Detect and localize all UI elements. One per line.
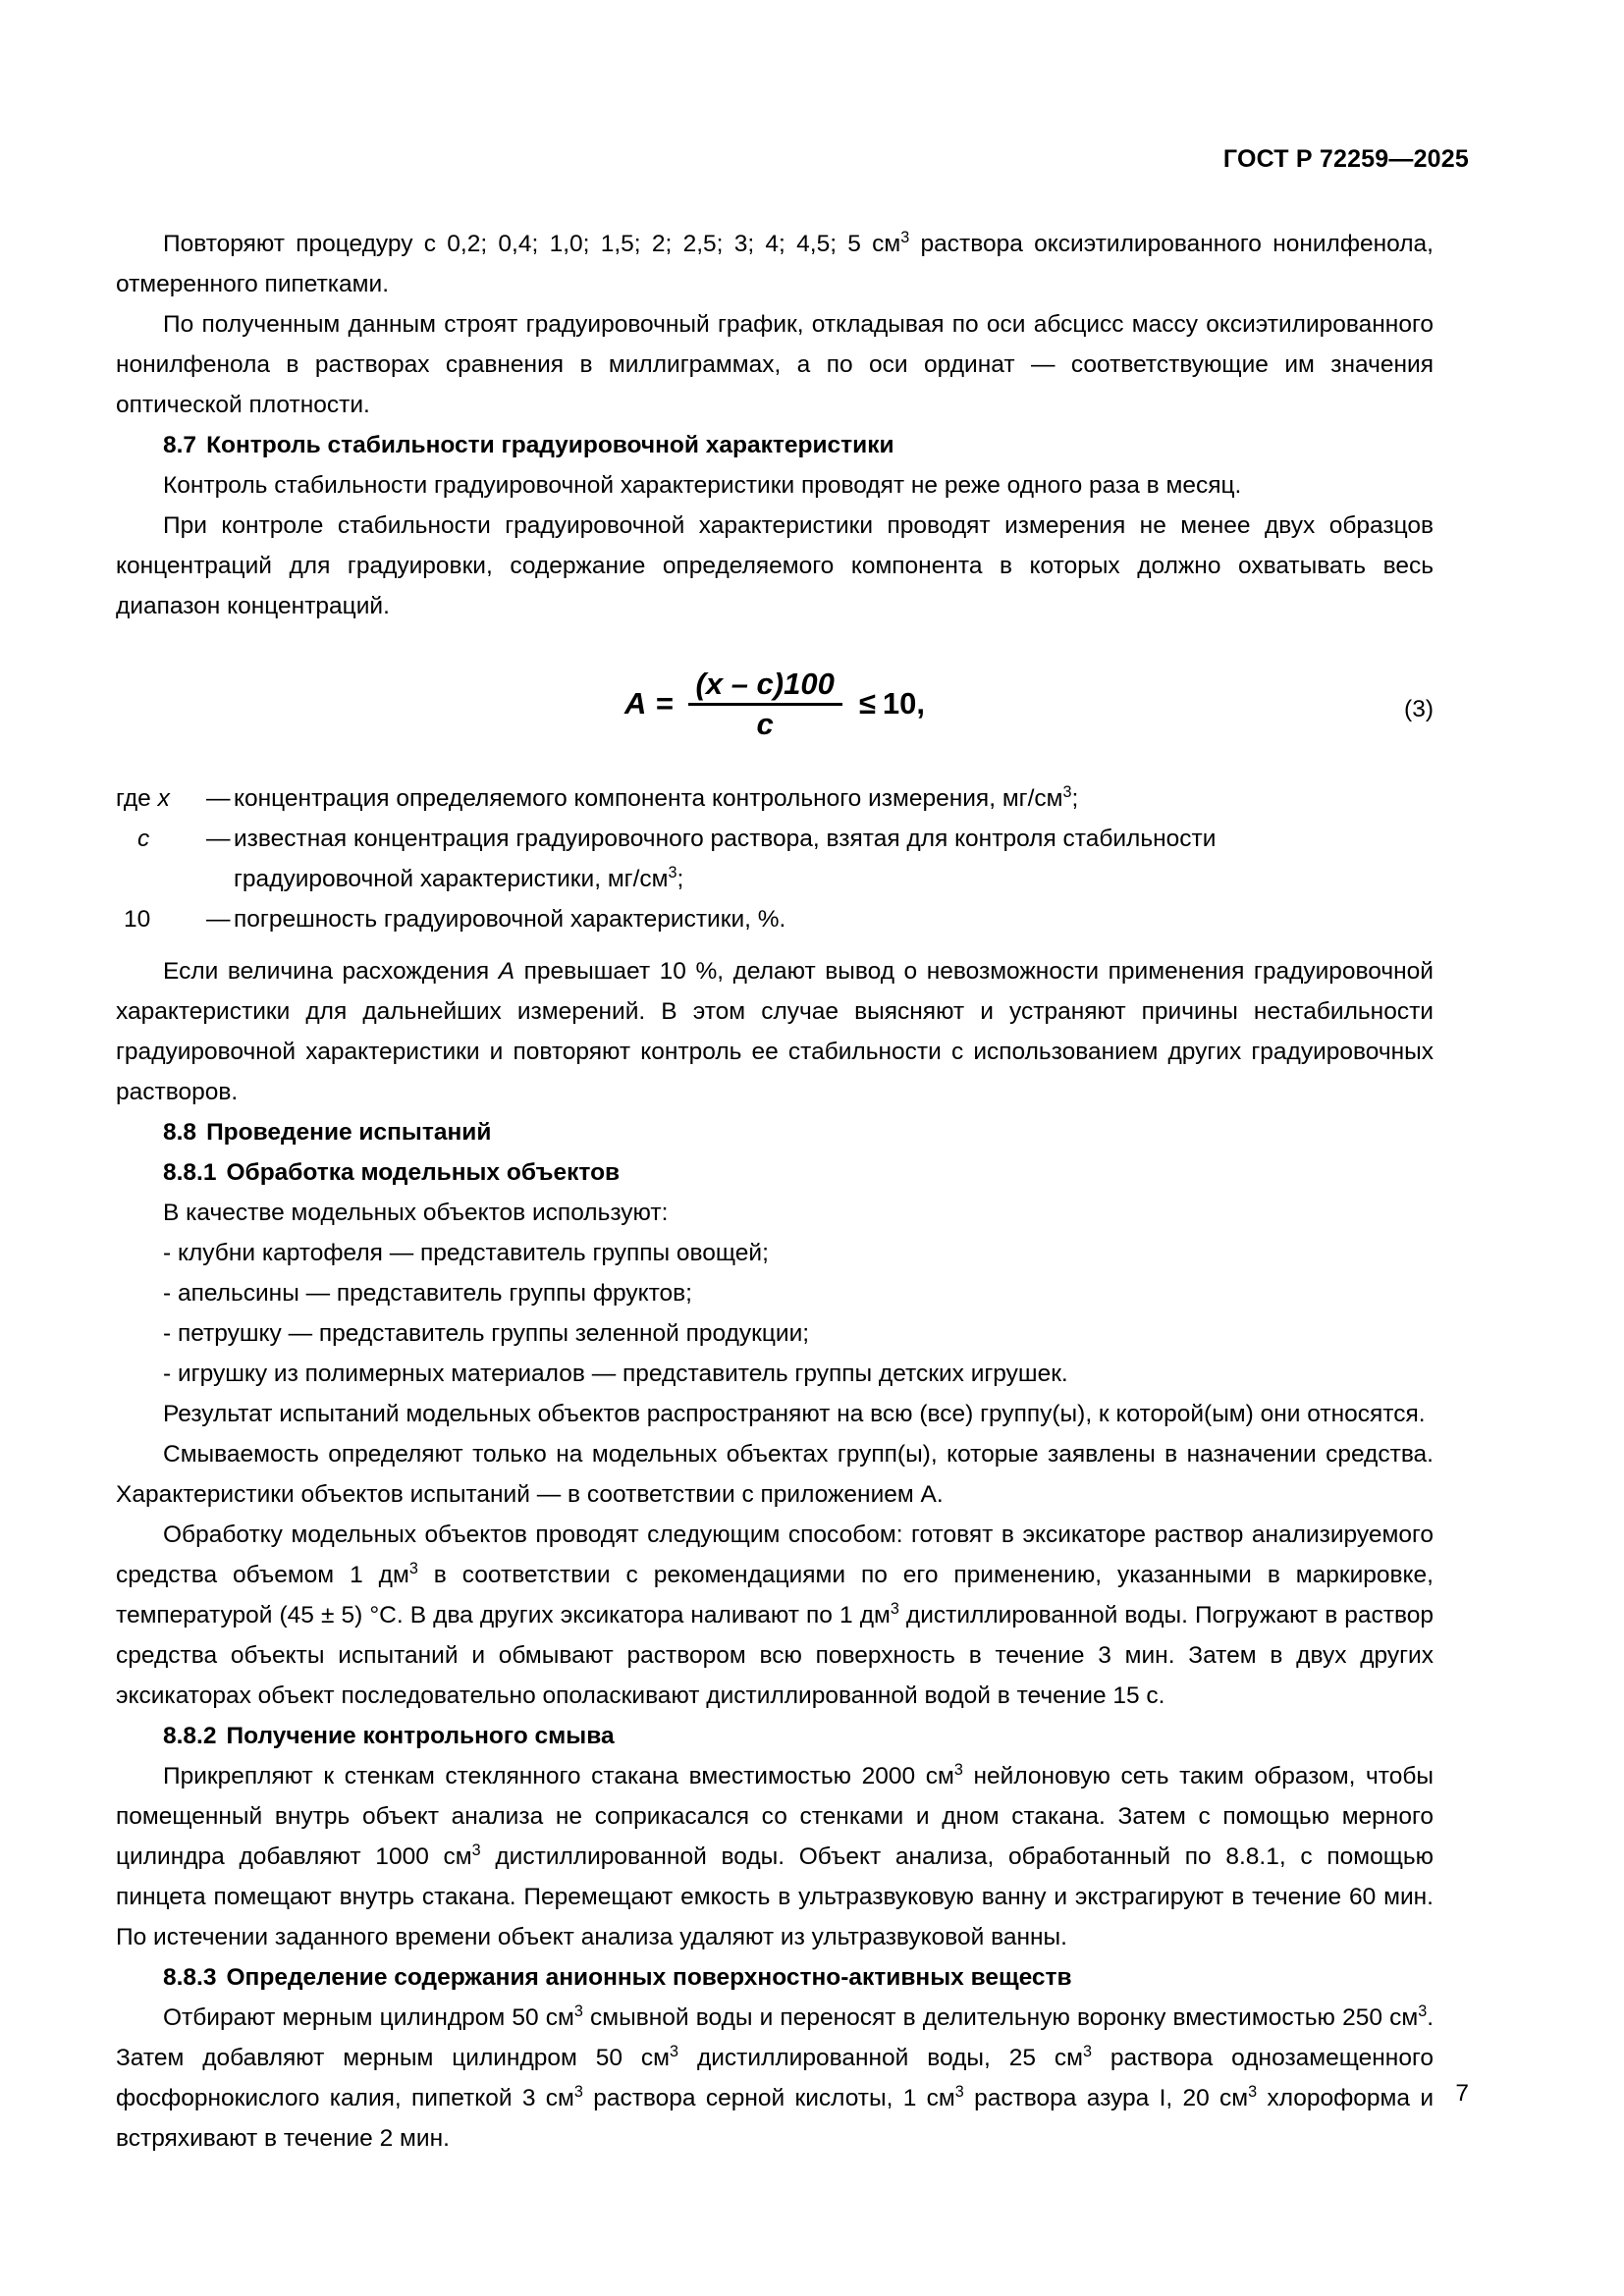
formula-limit: 10, <box>882 686 925 721</box>
heading-8-8-2-number: 8.8.2 <box>163 1723 217 1749</box>
list-item: - игрушку из полимерных материалов — представитель группы детских игрушек. <box>163 1361 1068 1387</box>
definition-text-10: погрешность градуировочной характеристики, %. <box>234 906 786 933</box>
paragraph-8-8-1-1: Результат испытаний модельных объектов распространяют на всю (все) группу(ы), к которой(ым) они относятся. <box>163 1401 1426 1427</box>
definition-text-x: концентрация определяемого компонента контрольного измерения, $мг/см^3$; <box>234 782 1079 812</box>
heading-8-8-2-title: Получение контрольного смыва <box>226 1723 615 1749</box>
heading-8-8-3-number: 8.8.3 <box>163 1964 217 1991</box>
heading-8-8-title: Проведение испытаний <box>206 1119 492 1146</box>
paragraph-repeat-procedure: Повторяют процедуру с 0,2; 0,4; 1,0; 1,5; 2; 2,5; 3; 4; 4,5; 5 $см^3$ раствора оксиэтилированного нонилфенола, отмеренного пипетками. <box>116 228 1434 297</box>
heading-8-8-1-number: 8.8.1 <box>163 1159 217 1186</box>
heading-8-8-3-title: Определение содержания анионных поверхностно-активных веществ <box>226 1964 1072 1991</box>
formula-denominator: c <box>756 706 774 741</box>
paragraph-8-8-1-intro: В качестве модельных объектов используют: <box>163 1200 669 1226</box>
heading-8-8-1 <box>116 1152 1434 1193</box>
paragraph-8-7-2: При контроле стабильности градуировочной характеристики проводят измерения не менее двух образцов концентраций для градуировки, содержание определяемого компонента в которых должно охватывать весь диапазон концентраций. <box>116 512 1434 619</box>
definition-dash-c: — <box>206 826 231 852</box>
definition-row-c <box>116 819 1434 859</box>
paragraph-8-7-3: Если величина расхождения A превышает 10 %, делают вывод о невозможности применения градуировочной характеристики для дальнейших измерений. В этом случае выясняют и устраняют причины нестабильности градуировочной характеристики и повторяют контроль ее стабильности с использованием других градуировочных растворов. <box>116 958 1434 1105</box>
definition-row-x <box>116 778 1434 819</box>
model-objects-list <box>116 1233 1434 1394</box>
definition-symbol-x: x <box>157 785 170 812</box>
formula-numerator: (x – c)100 <box>695 667 835 702</box>
definition-symbol-c: c <box>137 826 150 852</box>
definition-dash-x: — <box>206 785 231 812</box>
formula-number-3: (3) <box>1404 696 1434 722</box>
list-item: - клубни картофеля — представитель группы овощей; <box>163 1240 769 1266</box>
heading-8-8-3 <box>116 1957 1434 1998</box>
heading-8-8-1-title: Обработка модельных объектов <box>226 1159 621 1186</box>
paragraph-8-8-2-1: Прикрепляют к стенкам стеклянного стакана вместимостью 2000 $см^3$ нейлоновую сеть таким образом, чтобы помещенный внутрь объект анализа не соприкасался со стенками и дном стакана. Затем с помощью мерного цилиндра добавляют 1000 $см^3$ дистиллированной воды. Объект анализа, обработанный по 8.8.1, с помощью пинцета помещают внутрь стакана. Перемещают емкость в ультразвуковую ванну и экстрагируют в течение 60 мин. По истечении заданного времени объект анализа удаляют из ультразвуковой ванны. <box>116 1760 1435 1950</box>
paragraph-calibration-graph: По полученным данным строят градуировочный график, откладывая по оси абсцисс массу оксиэтилированного нонилфенола в растворах сравнения в миллиграммах, а по оси ординат — соответствующие им значения оптической плотности. <box>116 311 1434 418</box>
heading-8-8-2 <box>116 1716 1434 1756</box>
standard-header: ГОСТ Р 72259—2025 <box>1222 145 1469 173</box>
where-label: где <box>116 785 151 812</box>
formula-lhs: A <box>624 686 647 721</box>
heading-8-7 <box>116 425 1434 465</box>
heading-8-7-number: 8.7 <box>163 432 197 458</box>
definition-text-c: известная концентрация градуировочного раствора, взятая для контроля стабильности <box>234 826 1217 852</box>
formula-definitions <box>116 778 1434 939</box>
paragraph-8-8-3-1: Отбирают мерным цилиндром 50 $см^3$ смывной воды и переносят в делительную воронку вместимостью 250 $см^3$. Затем добавляют мерным цилиндром 50 $см^3$ дистиллированной воды, 25 $см^3$ раствора однозамещенного фосфорнокислого калия, пипеткой 3 $см^3$ раствора серной кислоты, 1 $см^3$ раствора азура I, 20 $см^3$ хлороформа и встряхивают в течение 2 мин. <box>116 2002 1435 2152</box>
formula-equals: = <box>655 686 674 721</box>
paragraph-8-8-1-3: Обработку модельных объектов проводят следующим способом: готовят в эксикаторе раствор анализируемого средства объемом 1 $дм^3$ в соответствии с рекомендациями по его применению, указанными в маркировке, температурой (45 ± 5) °С. В два других эксикатора наливают по 1 $дм^3$ дистиллированной воды. Погружают в раствор средства объекты испытаний и обмывают раствором всю поверхность в течение 3 мин. Затем в двух других эксикаторах объект последовательно ополаскивают дистиллированной водой в течение 15 с. <box>116 1522 1435 1709</box>
heading-8-8 <box>116 1112 1434 1152</box>
paragraph-8-8-1-2: Смываемость определяют только на модельных объектах групп(ы), которые заявлены в назначении средства. Характеристики объектов испытаний — в соответствии с приложением А. <box>116 1441 1434 1508</box>
definition-dash-10: — <box>206 906 231 933</box>
definition-symbol-10: 10 <box>124 906 151 933</box>
definition-row-10 <box>116 899 1434 939</box>
list-item: - апельсины — представитель группы фруктов; <box>163 1280 692 1307</box>
formula-3-block <box>116 659 1434 749</box>
page-body <box>116 224 1434 2159</box>
formula-3 <box>624 659 925 749</box>
list-item: - петрушку — представитель группы зеленной продукции; <box>163 1320 810 1347</box>
heading-8-8-number: 8.8 <box>163 1119 197 1146</box>
formula-fraction <box>688 667 842 740</box>
definition-text-c-continuation: градуировочной характеристики, $мг/см^3$; <box>234 863 684 892</box>
formula-relation: ≤ <box>858 686 876 721</box>
paragraph-8-7-1: Контроль стабильности градуировочной характеристики проводят не реже одного раза в месяц. <box>163 472 1242 499</box>
definition-lead-x <box>116 778 206 819</box>
heading-8-7-title: Контроль стабильности градуировочной характеристики <box>206 432 894 458</box>
page-number: 7 <box>1455 2080 1469 2107</box>
